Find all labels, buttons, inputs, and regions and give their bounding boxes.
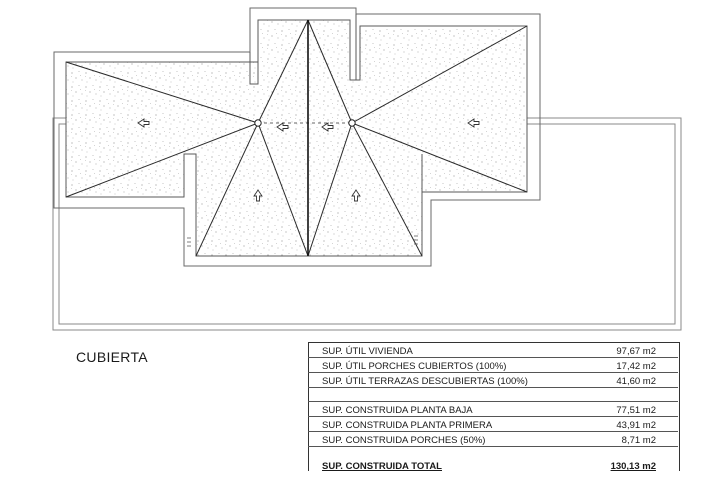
total-value: 130,13 m2 xyxy=(610,461,656,472)
row-label: SUP. CONSTRUIDA PORCHES (50%) xyxy=(322,435,486,446)
row-label: SUP. ÚTIL VIVIENDA xyxy=(322,346,413,357)
row-label: SUP. CONSTRUIDA PLANTA PRIMERA xyxy=(322,420,493,431)
table-row xyxy=(308,418,678,432)
surface-area-table xyxy=(308,342,678,482)
row-label: SUP. ÚTIL TERRAZAS DESCUBIERTAS (100%) xyxy=(322,376,528,387)
total-label: SUP. CONSTRUIDA TOTAL xyxy=(322,461,442,472)
row-value: 8,71 m2 xyxy=(621,435,656,446)
row-value: 43,91 m2 xyxy=(616,420,656,431)
table-total-row xyxy=(308,459,678,473)
section-title: CUBIERTA xyxy=(76,349,148,365)
table-divider xyxy=(308,401,678,402)
table-row xyxy=(308,433,678,447)
table-row xyxy=(308,359,678,373)
row-value: 97,67 m2 xyxy=(616,346,656,357)
table-row xyxy=(308,344,678,358)
row-value: 77,51 m2 xyxy=(616,405,656,416)
row-label: SUP. ÚTIL PORCHES CUBIERTOS (100%) xyxy=(322,361,507,372)
row-value: 41,60 m2 xyxy=(616,376,656,387)
row-label: SUP. CONSTRUIDA PLANTA BAJA xyxy=(322,405,473,416)
row-value: 17,42 m2 xyxy=(616,361,656,372)
table-row xyxy=(308,374,678,388)
table-row xyxy=(308,403,678,417)
roof-surface xyxy=(66,20,527,256)
